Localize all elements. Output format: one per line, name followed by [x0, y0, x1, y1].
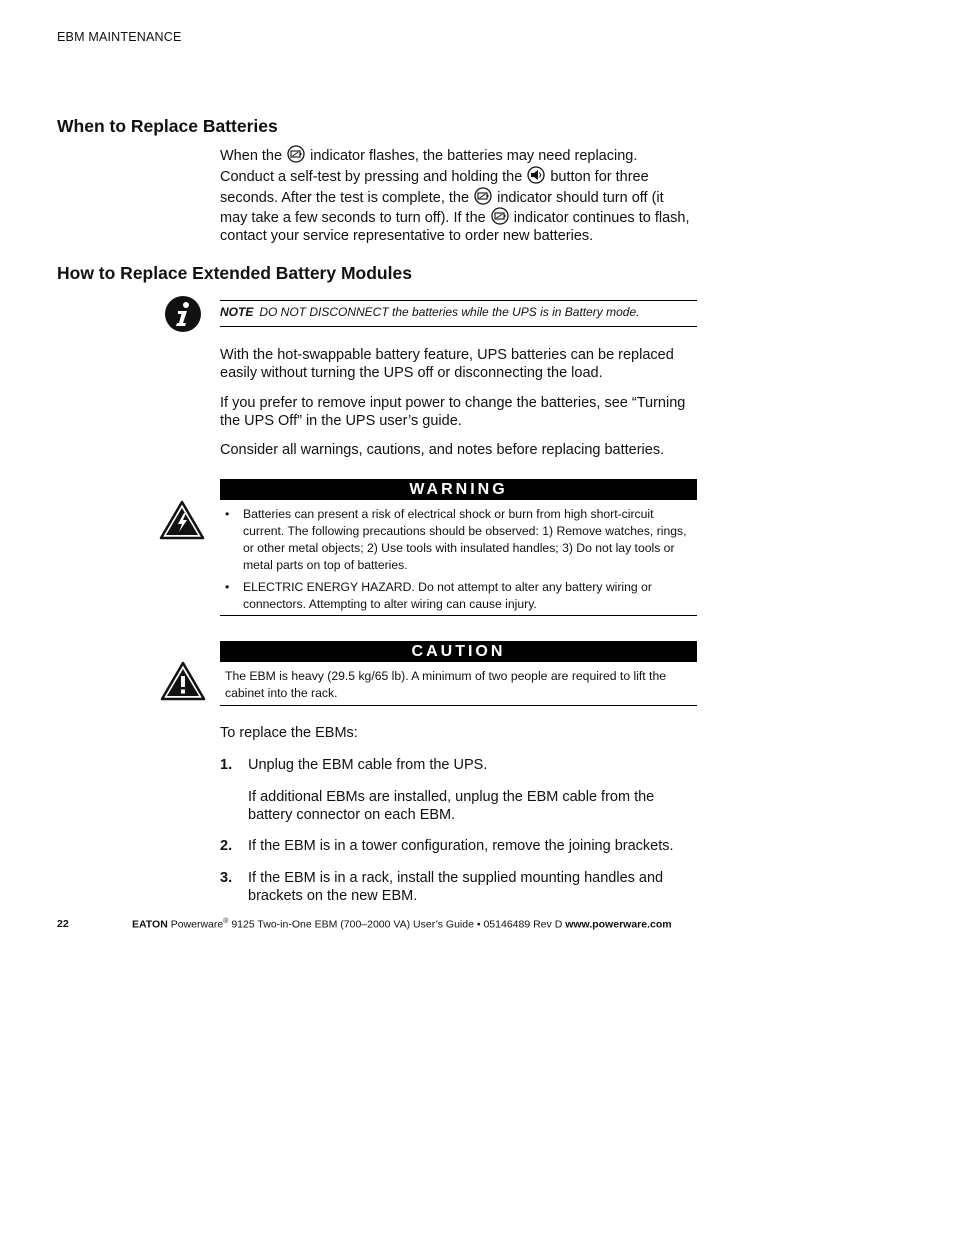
- caution-text: The EBM is heavy (29.5 kg/65 lb). A minimum of two people are required to lift the cabinet into the rack.: [225, 669, 666, 700]
- warning-item-text: Batteries can present a risk of electrical shock or burn from high short-circuit current. The following precautions should be observed: 1) Remove watches, rings, or other metal objects; 2) Use tools with insulated handles; 3) Do not lay tools or metal parts on top of batteries.: [243, 507, 687, 572]
- footer-brand: EATON: [132, 918, 168, 931]
- step-subtext: If additional EBMs are installed, unplug the EBM cable from the battery connector on each EBM.: [248, 789, 655, 823]
- warning-body: [220, 506, 697, 616]
- footer-text: [132, 918, 672, 931]
- warning-item-text: ELECTRIC ENERGY HAZARD. Do not attempt to alter any battery wiring or connectors. Attempting to alter wiring can cause injury.: [243, 580, 652, 611]
- battery-indicator-icon: [490, 207, 510, 225]
- step-number: 1.: [220, 757, 233, 773]
- footer-doc-id: 05146489 Rev D: [483, 918, 563, 931]
- warning-item: [220, 506, 697, 574]
- note-label: NOTE: [220, 305, 254, 319]
- when-to-replace-paragraph: [220, 145, 690, 246]
- footer-url[interactable]: www.powerware.com: [565, 918, 672, 931]
- footer-separator: •: [476, 918, 481, 931]
- input-power-paragraph: If you prefer to remove input power to change the batteries, see “Turning the UPS Off” in the UPS user’s guide.: [220, 395, 686, 429]
- warning-list: [220, 506, 697, 613]
- bullet: •: [225, 580, 230, 594]
- footer-product: Powerware: [170, 918, 224, 931]
- consider-warnings-paragraph: Consider all warnings, cautions, and notes before replacing batteries.: [220, 442, 665, 458]
- text-run: indicator continues to flash, contact your service representative to order new batteries.: [220, 210, 690, 245]
- footer-guide-title: 9125 Two-in-One EBM (700–2000 VA) User’s Guide: [231, 918, 474, 931]
- text-run: indicator should turn off (it may take a few seconds to turn off). If the: [220, 189, 664, 227]
- electric-hazard-icon: [159, 500, 205, 545]
- caution-banner: CAUTION: [220, 641, 697, 662]
- hot-swappable-paragraph: With the hot-swappable battery feature, UPS batteries can be replaced easily without turning the UPS off or disconnecting the load.: [220, 347, 674, 381]
- text-run: button for three seconds. After the test is complete, the: [220, 168, 649, 206]
- procedure-intro: To replace the EBMs:: [220, 725, 358, 741]
- section-heading-how-to-replace: How to Replace Extended Battery Modules: [57, 263, 412, 283]
- caution-exclamation-icon: [160, 661, 206, 706]
- bullet: •: [225, 507, 230, 521]
- text-run: When the: [220, 148, 287, 164]
- caution-body: [220, 667, 697, 706]
- step-text: If the EBM is in a tower configuration, remove the joining brackets.: [248, 838, 674, 854]
- text-run: indicator flashes, the batteries may need replacing. Conduct a self-test by pressing and holding the: [220, 148, 638, 185]
- speaker-test-button-icon: [526, 166, 546, 184]
- info-icon: [164, 295, 202, 338]
- section-heading-when-to-replace: When to Replace Batteries: [57, 116, 278, 136]
- battery-indicator-icon: [286, 145, 306, 163]
- warning-item: [220, 579, 697, 613]
- note-box: [220, 300, 697, 327]
- note-text: DO NOT DISCONNECT the batteries while the UPS is in Battery mode.: [259, 305, 640, 319]
- step-text: If the EBM is in a rack, install the supplied mounting handles and brackets on the new EBM.: [248, 870, 664, 904]
- step-number: 2.: [220, 838, 233, 854]
- running-header: EBM MAINTENANCE: [57, 30, 182, 44]
- note-content: [220, 305, 639, 319]
- warning-banner: WARNING: [220, 479, 697, 500]
- step-number: 3.: [220, 870, 233, 886]
- page-number: 22: [57, 918, 69, 930]
- battery-indicator-icon: [473, 187, 493, 205]
- registered-mark: ®: [223, 918, 229, 925]
- step-text: Unplug the EBM cable from the UPS.: [248, 757, 488, 773]
